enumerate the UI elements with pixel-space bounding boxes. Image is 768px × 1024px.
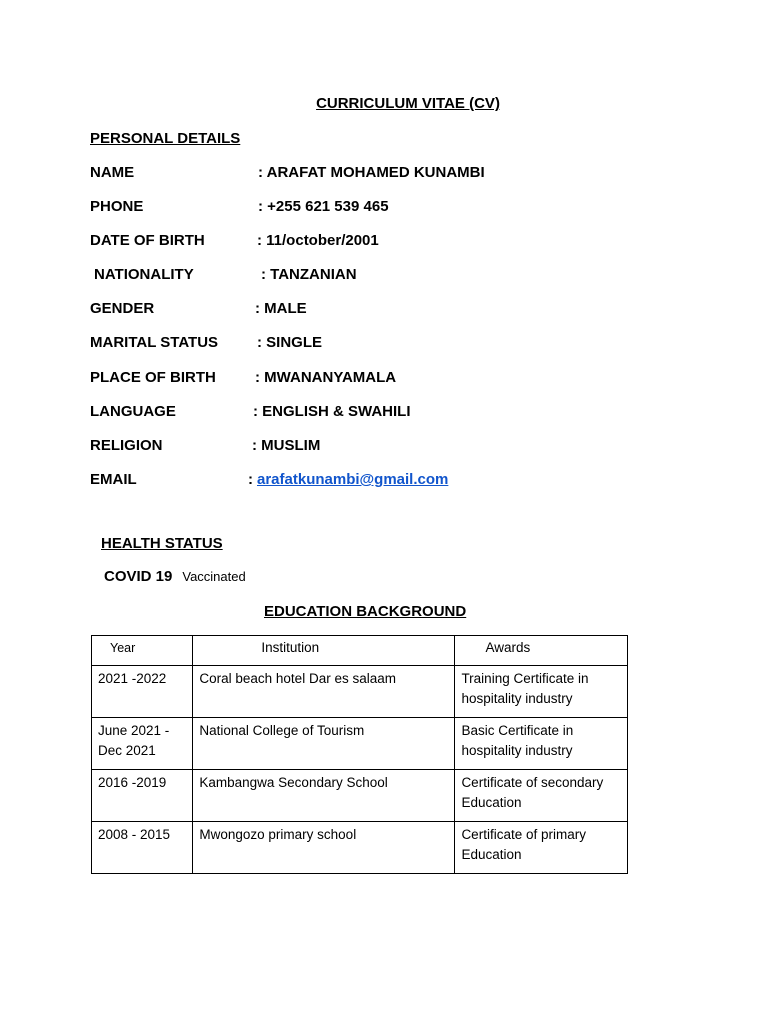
- personal-details-heading: PERSONAL DETAILS: [90, 130, 241, 147]
- column-header-institution: Institution: [193, 636, 455, 666]
- cell-year: 2021 -2022: [92, 666, 193, 718]
- detail-label: LANGUAGE: [90, 403, 176, 420]
- detail-label: PHONE: [90, 198, 144, 215]
- column-header-awards: Awards: [455, 636, 628, 666]
- education-table: [91, 635, 628, 874]
- detail-label: NATIONALITY: [94, 266, 194, 283]
- cell-institution: Coral beach hotel Dar es salaam: [193, 666, 455, 718]
- table-row: [92, 822, 628, 874]
- cell-year: June 2021 -Dec 2021: [92, 718, 193, 770]
- detail-label: DATE OF BIRTH: [90, 232, 205, 249]
- page-title: CURRICULUM VITAE (CV): [316, 95, 500, 112]
- cell-award: Certificate of primary Education: [455, 822, 628, 874]
- table-row: [92, 718, 628, 770]
- cell-institution: Mwongozo primary school: [193, 822, 455, 874]
- cell-institution: National College of Tourism: [193, 718, 455, 770]
- email-colon: :: [248, 471, 253, 488]
- cell-award: Certificate of secondary Education: [455, 770, 628, 822]
- covid-status: [104, 568, 246, 585]
- detail-label: GENDER: [90, 300, 155, 317]
- detail-label: PLACE OF BIRTH: [90, 369, 216, 386]
- detail-value: : ENGLISH & SWAHILI: [253, 403, 411, 420]
- cell-year: 2008 - 2015: [92, 822, 193, 874]
- detail-value: : SINGLE: [257, 334, 323, 351]
- email-link[interactable]: arafatkunambi@gmail.com: [257, 471, 449, 488]
- cell-institution: Kambangwa Secondary School: [193, 770, 455, 822]
- table-header-row: [92, 636, 628, 666]
- detail-value: : MWANANYAMALA: [255, 369, 397, 386]
- detail-value: : MALE: [255, 300, 307, 317]
- education-heading: EDUCATION BACKGROUND: [264, 603, 467, 620]
- table-row: [92, 770, 628, 822]
- detail-label: MARITAL STATUS: [90, 334, 219, 351]
- detail-value: : 11/october/2001: [257, 232, 379, 249]
- detail-value: : MUSLIM: [252, 437, 321, 454]
- cell-award: Training Certificate in hospitality industry: [455, 666, 628, 718]
- covid-value: Vaccinated: [182, 569, 246, 584]
- detail-value: : ARAFAT MOHAMED KUNAMBI: [258, 164, 485, 181]
- detail-label: NAME: [90, 164, 135, 181]
- detail-value: : TANZANIAN: [261, 266, 357, 283]
- table-row: [92, 666, 628, 718]
- health-status-heading: HEALTH STATUS: [101, 535, 223, 552]
- detail-label: RELIGION: [90, 437, 163, 454]
- detail-value: : +255 621 539 465: [258, 198, 389, 215]
- cell-year: 2016 -2019: [92, 770, 193, 822]
- column-header-year: Year: [92, 636, 193, 666]
- covid-label: COVID 19: [104, 568, 173, 585]
- detail-label: EMAIL: [90, 471, 137, 488]
- cell-award: Basic Certificate in hospitality industry: [455, 718, 628, 770]
